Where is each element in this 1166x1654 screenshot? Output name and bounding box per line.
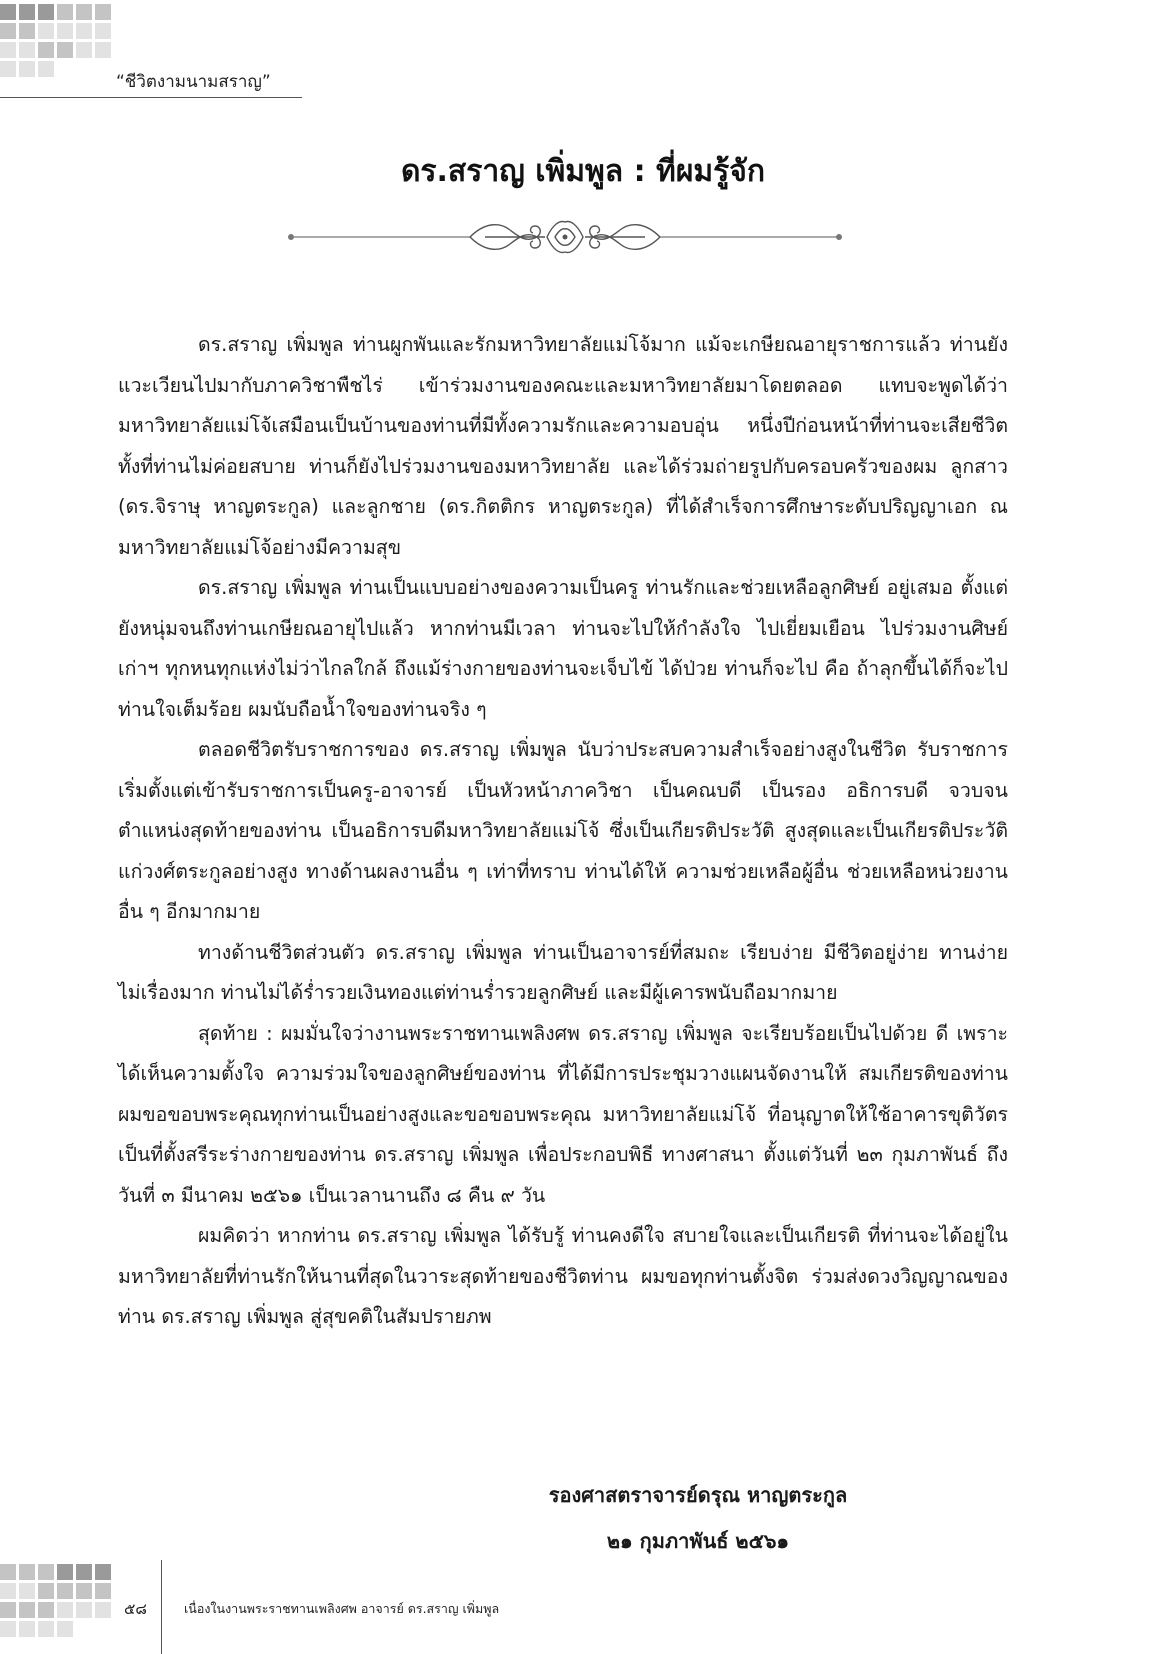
article-body xyxy=(118,325,1008,1338)
decoration-square xyxy=(19,23,35,39)
footer-decoration-squares xyxy=(0,1560,120,1654)
decoration-square xyxy=(38,1602,54,1618)
paragraph: ทางด้านชีวิตส่วนตัว ดร.สราญ เพิ่มพูล ท่านเป็นอาจารย์ที่สมถะ เรียบง่าย มีชีวิตอยู่ง่าย ทานง่าย ไม่เรื่องมาก ท่านไม่ได้ร่ำรวยเงินทองแต่ท่านร่ำรวยลูกศิษย์ และมีผู้เคารพนับถือมากมาย xyxy=(118,940,1008,1004)
header-decoration-squares xyxy=(0,0,120,96)
decoration-square xyxy=(57,1583,73,1599)
decoration-square xyxy=(95,1583,111,1599)
decoration-square xyxy=(0,1564,16,1580)
decoration-square xyxy=(95,42,111,58)
signature-date: ๒๑ กุมภาพันธ์ ๒๕๖๑ xyxy=(606,1529,790,1553)
paragraph: ดร.สราญ เพิ่มพูล ท่านเป็นแบบอย่างของความเป็นครู ท่านรักและช่วยเหลือลูกศิษย์ อยู่เสมอ ตั้งแต่ยังหนุ่มจนถึงท่านเกษียณอายุไปแล้ว หากท่านมีเวลา ท่านจะไปให้กำลังใจ ไปเยี่ยมเยือน ไปร่วมงานศิษย์เก่าฯ ทุกหนทุกแห่งไม่ว่าไกลใกล้ ถึงแม้ร่างกายของท่านจะเจ็บไข้ ได้ป่วย ท่านก็จะไป คือ ถ้าลุกขึ้นได้ก็จะไป ท่านใจเต็มร้อย ผมนับถือน้ำใจของท่านจริง ๆ xyxy=(118,576,1008,721)
decoration-square xyxy=(19,61,35,77)
decoration-square xyxy=(38,4,54,20)
decoration-square xyxy=(38,1621,54,1637)
decoration-square xyxy=(95,1602,111,1618)
header-rule xyxy=(0,97,302,98)
decoration-square xyxy=(0,1602,16,1618)
decoration-square xyxy=(19,1602,35,1618)
decoration-square xyxy=(95,23,111,39)
decoration-square xyxy=(95,4,111,20)
decoration-square xyxy=(38,1583,54,1599)
decoration-square xyxy=(76,1583,92,1599)
decoration-square xyxy=(0,1583,16,1599)
decoration-square xyxy=(0,4,16,20)
decoration-square xyxy=(76,1602,92,1618)
page-number: ๕๘ xyxy=(124,1600,147,1618)
decoration-square xyxy=(38,1564,54,1580)
decoration-square xyxy=(38,23,54,39)
decoration-square xyxy=(57,1564,73,1580)
decoration-square xyxy=(19,1621,35,1637)
decoration-square xyxy=(57,42,73,58)
paragraph: สุดท้าย : ผมมั่นใจว่างานพระราชทานเพลิงศพ ดร.สราญ เพิ่มพูล จะเรียบร้อยเป็นไปด้วย ดี เพราะได้เห็นความตั้งใจ ความร่วมใจของลูกศิษย์ของท่าน ที่ได้มีการประชุมวางแผนจัดงานให้ สมเกียรติของท่าน ผมขอขอบพระคุณทุกท่านเป็นอย่างสูงและขอขอบพระคุณ มหาวิทยาลัยแม่โจ้ ที่อนุญาตให้ใช้อาคารขุติวัตรเป็นที่ตั้งสรีระร่างกายของท่าน ดร.สราญ เพิ่มพูล เพื่อประกอบพิธี ทางศาสนา ตั้งแต่วันที่ ๒๓ กุมภาพันธ์ ถึง วันที่ ๓ มีนาคม ๒๕๖๑ เป็นเวลานานถึง ๘ คืน ๙ วัน xyxy=(118,1021,1008,1207)
article-title: ดร.สราญ เพิ่มพูล : ที่ผมรู้จัก xyxy=(400,154,766,189)
decoration-square xyxy=(0,1621,16,1637)
footer-text: เนื่องในงานพระราชทานเพลิงศพ อาจารย์ ดร.สราญ เพิ่มพูล xyxy=(184,1601,500,1616)
footer-divider xyxy=(161,1560,162,1654)
decoration-square xyxy=(0,42,16,58)
decoration-square xyxy=(57,1602,73,1618)
decoration-square xyxy=(76,23,92,39)
paragraph: ผมคิดว่า หากท่าน ดร.สราญ เพิ่มพูล ได้รับรู้ ท่านคงดีใจ สบายใจและเป็นเกียรติ ที่ท่านจะได้อยู่ในมหาวิทยาลัยที่ท่านรักให้นานที่สุดในวาระสุดท้ายของชีวิตท่าน ผมขอทุกท่านตั้งจิต ร่วมส่งดวงวิญญาณของท่าน ดร.สราญ เพิ่มพูล สู่สุขคติในสัมปรายภพ xyxy=(118,1224,1008,1328)
paragraph: ตลอดชีวิตรับราชการของ ดร.สราญ เพิ่มพูล นับว่าประสบความสำเร็จอย่างสูงในชีวิต รับราชการ เริ่มตั้งแต่เข้ารับราชการเป็นครู-อาจารย์ เป็นหัวหน้าภาควิชา เป็นคณบดี เป็นรอง อธิการบดี จวบจนตำแหน่งสุดท้ายของท่าน เป็นอธิการบดีมหาวิทยาลัยแม่โจ้ ซึ่งเป็นเกียรติประวัติ สูงสุดและเป็นเกียรติประวัติแก่วงศ์ตระกูลอย่างสูง ทางด้านผลงานอื่น ๆ เท่าที่ทราบ ท่านได้ให้ ความช่วยเหลือผู้อื่น ช่วยเหลือหน่วยงานอื่น ๆ อีกมากมาย xyxy=(118,738,1008,923)
decoration-square xyxy=(19,4,35,20)
decoration-square xyxy=(38,61,54,77)
ornamental-divider xyxy=(285,212,845,262)
decoration-square xyxy=(19,1583,35,1599)
decoration-square xyxy=(76,42,92,58)
decoration-square xyxy=(76,1564,92,1580)
decoration-square xyxy=(57,1621,73,1637)
decoration-square xyxy=(0,61,16,77)
decoration-square xyxy=(19,1564,35,1580)
decoration-square xyxy=(19,42,35,58)
decoration-square xyxy=(95,1564,111,1580)
signature-block xyxy=(0,1472,1166,1564)
signature-name: รองศาสตราจารย์ดรุณ หาญตระกูล xyxy=(548,1483,848,1507)
running-head: “ชีวิตงามนามสราญ” xyxy=(116,72,271,92)
decoration-square xyxy=(57,4,73,20)
decoration-square xyxy=(76,4,92,20)
decoration-square xyxy=(38,42,54,58)
decoration-square xyxy=(0,23,16,39)
paragraph: ดร.สราญ เพิ่มพูล ท่านผูกพันและรักมหาวิทยาลัยแม่โจ้มาก แม้จะเกษียณอายุราชการแล้ว ท่านยังแวะเวียนไปมากับภาควิชาพืชไร่ เข้าร่วมงานของคณะและมหาวิทยาลัยมาโดยตลอด แทบจะพูดได้ว่า มหาวิทยาลัยแม่โจ้เสมือนเป็นบ้านของท่านที่มีทั้งความรักและความอบอุ่น หนึ่งปีก่อนหน้าที่ท่านจะเสียชีวิต ทั้งที่ท่านไม่ค่อยสบาย ท่านก็ยังไปร่วมงานของมหาวิทยาลัย และได้ร่วมถ่ายรูปกับครอบครัวของผม ลูกสาว (ดร.จิราษุ หาญตระกูล) และลูกชาย (ดร.กิตติกร หาญตระกูล) ที่ได้สำเร็จการศึกษาระดับปริญญาเอก ณ มหาวิทยาลัยแม่โจ้อย่างมีความสุข xyxy=(118,333,1008,559)
decoration-square xyxy=(57,23,73,39)
